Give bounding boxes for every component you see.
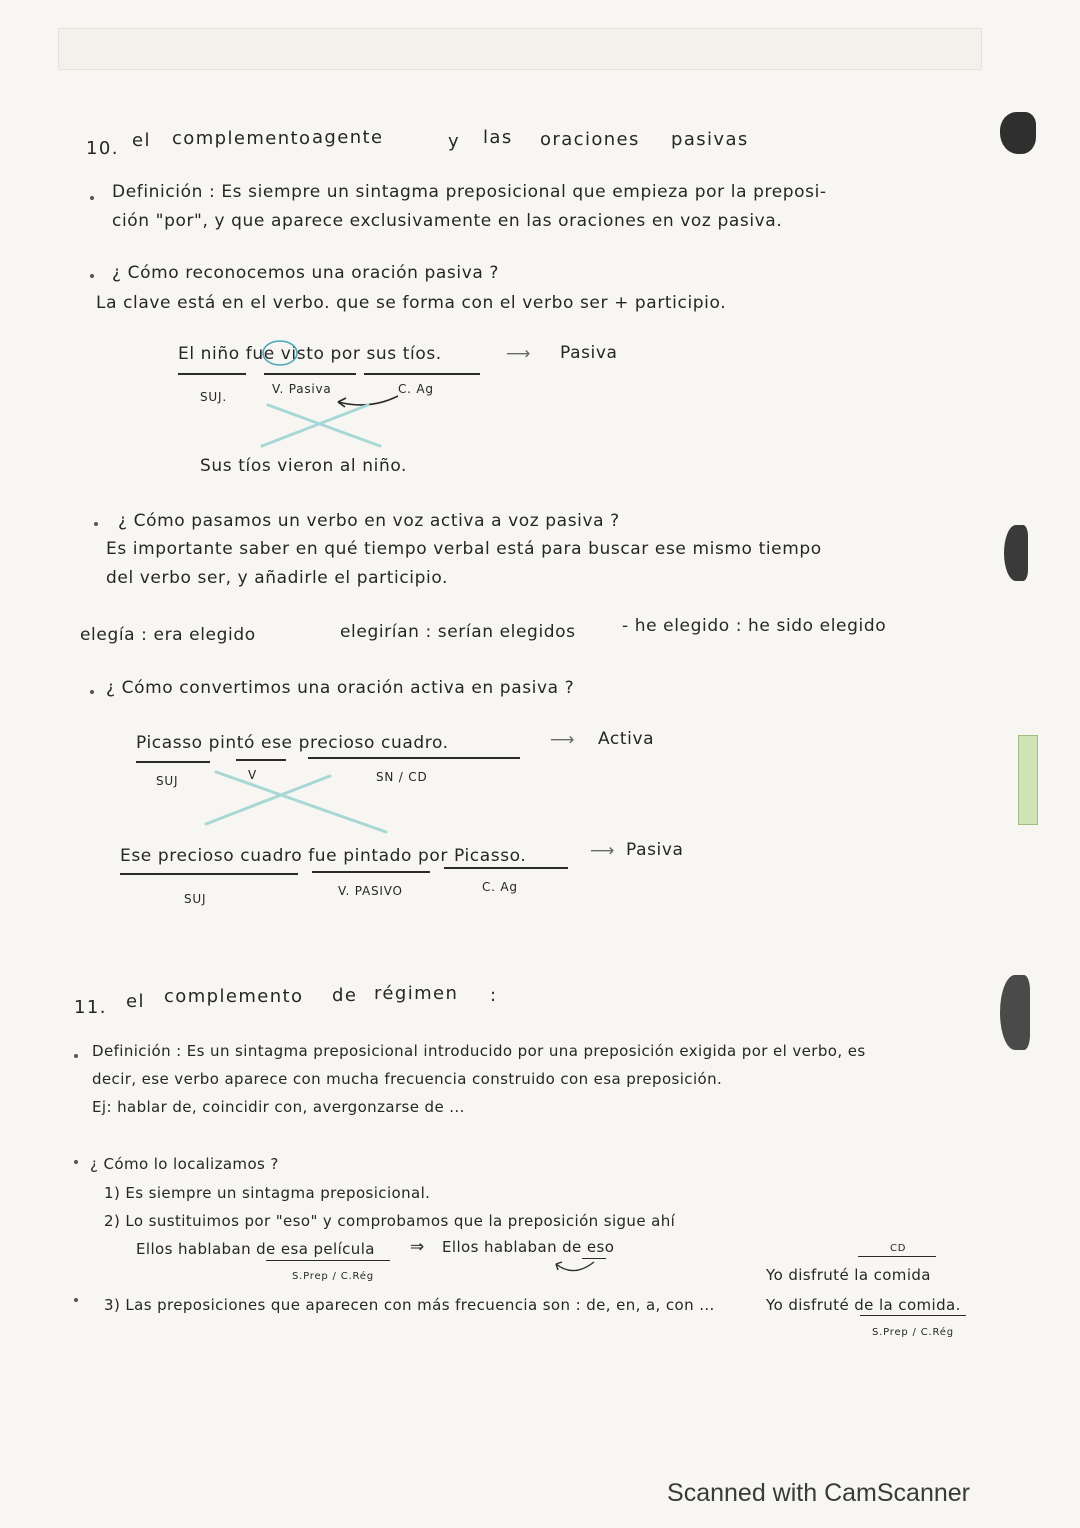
step-1: 1) Es siempre un sintagma preposicional. [104,1184,431,1202]
tense-example-2: elegirían : serían elegidos [340,622,576,642]
example-1-sentence: El niño fue visto por sus tíos. [178,344,442,364]
definition-examples: Ej: hablar de, coincidir con, avergonzarse de ... [92,1098,465,1116]
step-3: 3) Las preposiciones que aparecen con más frecuencia son : de, en, a, con ... [104,1296,715,1314]
label-suj: SUJ. [200,390,227,404]
label-v-pasivo: V. PASIVO [338,884,403,898]
section-11-title-colon: : [490,985,498,1006]
section-10-title-agente: agente [312,127,384,148]
definition-line-1: Definición : Es siempre un sintagma preposicional que empieza por la preposi- [112,182,827,202]
section-10-title-complemento: complemento [172,128,312,149]
section-11-title-el: el [126,991,145,1012]
answer-active-to-passive-1: Es importante saber en qué tiempo verbal está para buscar ese mismo tiempo [106,539,822,559]
cross-line [268,405,380,446]
label-s-prep-c-reg: S.Prep / C.Rég [292,1271,374,1282]
section-10-title-y: y [448,131,461,152]
section-10-title-pasivas: pasivas [671,129,749,150]
question-convert-sentence: ¿ Cómo convertimos una oración activa en pasiva ? [106,678,575,698]
tense-example-1: elegía : era elegido [80,625,256,645]
example-1-result: Pasiva [560,343,618,363]
section-10-title-el: el [132,130,151,151]
label-v: V [248,768,258,782]
label-suj: SUJ [156,774,179,788]
section-11-title-de: de [332,985,358,1006]
definition-line-2: ción "por", y que aparece exclusivamente en las oraciones en voz pasiva. [112,211,783,231]
section-11-title-regimen: régimen [374,983,459,1004]
label-sn-cd: SN / CD [376,770,428,784]
cross-line [206,776,330,824]
example-2-result: Activa [598,729,655,749]
step-2-example-b: Ellos hablaban de eso [442,1238,615,1256]
example-1-arrow: ⟶ [506,344,531,364]
tense-example-3: - he elegido : he sido elegido [622,616,887,636]
definition-line-2: decir, ese verbo aparece con mucha frecuencia construido con esa preposición. [92,1070,723,1088]
curved-arrow [556,1262,594,1271]
answer-active-to-passive-2: del verbo ser, y añadirle el participio. [106,568,449,588]
example-1-active-sentence: Sus tíos vieron al niño. [200,456,408,476]
answer-recognize-passive: La clave está en el verbo. que se forma con el verbo ser + participio. [96,293,727,313]
step-2: 2) Lo sustituimos por "eso" y comprobamos que la preposición sigue ahí [104,1212,676,1230]
question-locate: ¿ Cómo lo localizamos ? [90,1155,279,1173]
camscanner-watermark: Scanned with CamScanner [667,1479,970,1507]
section-10-title-oraciones: oraciones [540,129,640,150]
section-10-number: 10. [86,138,119,159]
step-2-example-a: Ellos hablaban de esa película [136,1240,375,1258]
example-3-arrow: ⟶ [590,841,615,861]
example-2-sentence: Picasso pintó ese precioso cuadro. [136,733,449,753]
side-example-2: Yo disfruté de la comida. [766,1296,961,1314]
section-11-number: 11. [74,997,107,1018]
example-3-result: Pasiva [626,840,684,860]
cross-line [216,772,386,832]
question-recognize-passive: ¿ Cómo reconocemos una oración pasiva ? [112,263,500,283]
section-10-title-las: las [483,127,513,148]
question-active-to-passive: ¿ Cómo pasamos un verbo en voz activa a voz pasiva ? [118,511,620,531]
label-c-ag: C. Ag [482,880,518,894]
circle-mark [263,341,297,365]
cross-line [262,405,368,446]
definition-line-1: Definición : Es un sintagma preposicional introducido por una preposición exigida por el verbo, es [92,1042,866,1060]
label-suj: SUJ [184,892,207,906]
side-label-cd: CD [890,1243,907,1254]
example-3-sentence: Ese precioso cuadro fue pintado por Picasso. [120,846,527,866]
label-v-pasiva: V. Pasiva [272,382,332,396]
label-c-ag: C. Ag [398,382,434,396]
side-label-s-prep-c-reg: S.Prep / C.Rég [872,1327,954,1338]
side-example-1: Yo disfruté la comida [766,1266,931,1284]
step-2-example-arrow: ⇒ [410,1237,425,1257]
section-11-title-complemento: complemento [164,986,304,1007]
example-2-arrow: ⟶ [550,730,575,750]
